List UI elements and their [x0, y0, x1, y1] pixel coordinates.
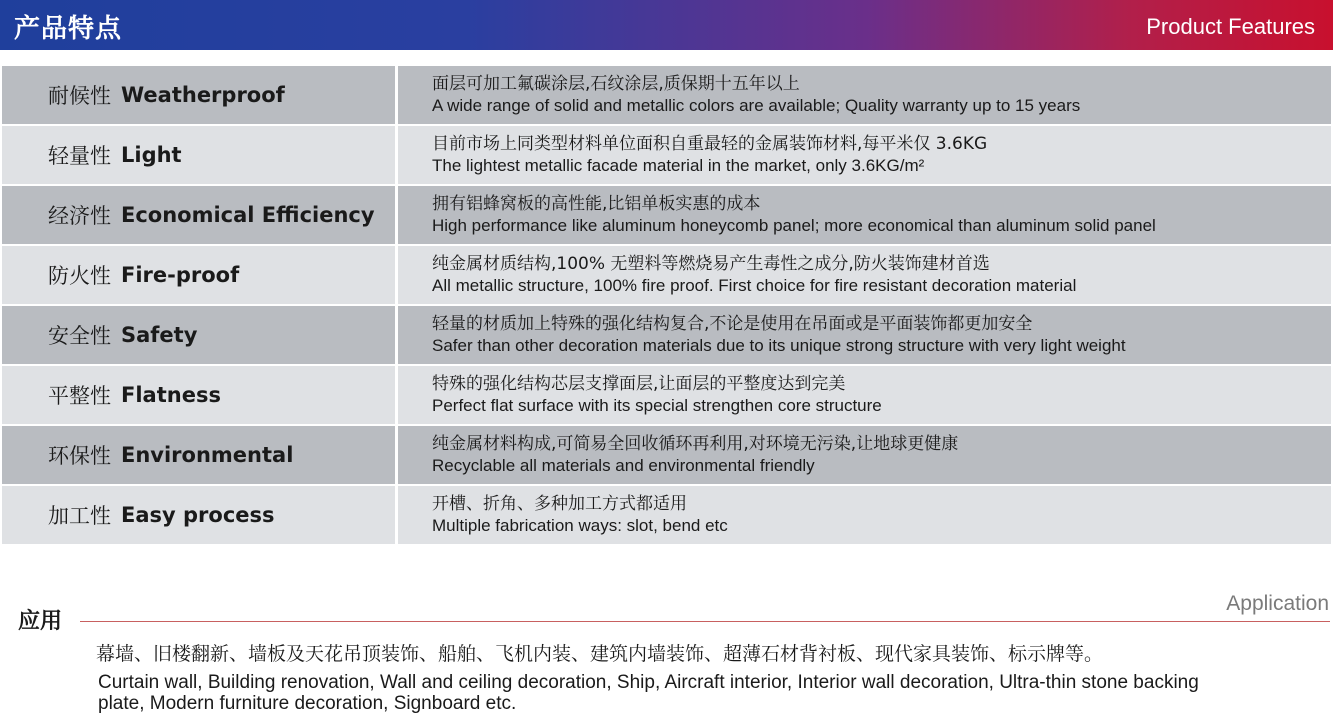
feature-row — [2, 126, 1331, 186]
feature-row — [2, 186, 1331, 246]
feature-desc-cn: 纯金属材料构成,可简易全回收循环再利用,对环境无污染,让地球更健康 — [432, 434, 959, 454]
feature-label-cn: 轻量性 — [48, 144, 111, 168]
feature-label-cn: 耐候性 — [48, 84, 111, 108]
feature-desc-en: Safer than other decoration materials due to its unique strong structure with very light weight — [432, 336, 1126, 355]
feature-description — [398, 66, 1331, 124]
feature-row — [2, 486, 1331, 546]
application-heading-en: Application — [1226, 592, 1329, 615]
feature-description — [398, 126, 1331, 184]
feature-label-cn: 加工性 — [48, 504, 111, 528]
feature-label — [2, 66, 398, 124]
feature-desc-en: A wide range of solid and metallic colors are available; Quality warranty up to 15 years — [432, 96, 1081, 115]
feature-label-en: Flatness — [121, 383, 221, 407]
application-heading: 应用 — [18, 609, 63, 634]
feature-label-cn: 环保性 — [48, 444, 111, 468]
feature-label-cn: 平整性 — [48, 384, 111, 408]
feature-desc-cn: 特殊的强化结构芯层支撑面层,让面层的平整度达到完美 — [432, 374, 846, 394]
feature-label — [2, 426, 398, 484]
feature-label-cn: 安全性 — [48, 324, 111, 348]
feature-desc-en: Recyclable all materials and environmental friendly — [432, 456, 815, 475]
feature-desc-cn: 目前市场上同类型材料单位面积自重最轻的金属装饰材料,每平米仅 3.6KG — [432, 134, 988, 154]
header-banner — [0, 0, 1333, 50]
feature-desc-cn: 纯金属材质结构,100% 无塑料等燃烧易产生毒性之成分,防火装饰建材首选 — [432, 254, 990, 274]
feature-label-cn: 经济性 — [48, 204, 111, 228]
feature-desc-en: Perfect flat surface with its special strengthen core structure — [432, 396, 882, 415]
application-divider — [80, 621, 1330, 622]
feature-label-en: Weatherproof — [121, 83, 285, 107]
feature-description — [398, 246, 1331, 304]
feature-description — [398, 486, 1331, 544]
feature-label — [2, 306, 398, 364]
feature-desc-en: All metallic structure, 100% fire proof. First choice for fire resistant decoration material — [432, 276, 1077, 295]
feature-row — [2, 246, 1331, 306]
feature-description — [398, 306, 1331, 364]
feature-desc-en: Multiple fabrication ways: slot, bend etc — [432, 516, 728, 535]
feature-label — [2, 486, 398, 544]
features-table — [2, 66, 1331, 546]
feature-desc-cn: 轻量的材质加上特殊的强化结构复合,不论是使用在吊面或是平面装饰都更加安全 — [432, 314, 1033, 334]
feature-label-en: Economical Efficiency — [121, 203, 375, 227]
feature-row — [2, 66, 1331, 126]
feature-row — [2, 306, 1331, 366]
feature-desc-en: The lightest metallic facade material in the market, only 3.6KG/m² — [432, 156, 925, 175]
feature-desc-cn: 面层可加工氟碳涂层,石纹涂层,质保期十五年以上 — [432, 74, 800, 94]
feature-label-en: Environmental — [121, 443, 294, 467]
feature-row — [2, 426, 1331, 486]
banner-title-en: Product Features — [1146, 14, 1315, 39]
feature-description — [398, 366, 1331, 424]
feature-label-cn: 防火性 — [48, 264, 111, 288]
application-text-en: Curtain wall, Building renovation, Wall and ceiling decoration, Ship, Aircraft interior, Interior wall decoration, Ultra-thin stone backing plate, Modern furniture decoration, Signboard etc. — [98, 672, 1199, 714]
feature-description — [398, 186, 1331, 244]
feature-description — [398, 426, 1331, 484]
feature-desc-cn: 拥有铝蜂窝板的高性能,比铝单板实惠的成本 — [432, 194, 761, 214]
feature-row — [2, 366, 1331, 426]
application-text-cn: 幕墙、旧楼翻新、墙板及天花吊顶装饰、船舶、飞机内装、建筑内墙装饰、超薄石材背衬板、现代家具装饰、标示牌等。 — [96, 643, 1104, 665]
feature-desc-cn: 开槽、折角、多种加工方式都适用 — [432, 494, 687, 514]
feature-label — [2, 126, 398, 184]
feature-label-en: Fire-proof — [121, 263, 240, 287]
feature-label — [2, 366, 398, 424]
feature-label-en: Safety — [121, 323, 198, 347]
feature-label-en: Light — [121, 143, 182, 167]
banner-title-cn: 产品特点 — [14, 14, 123, 44]
feature-label-en: Easy process — [121, 503, 275, 527]
feature-desc-en: High performance like aluminum honeycomb panel; more economical than aluminum solid panel — [432, 216, 1156, 235]
feature-label — [2, 246, 398, 304]
feature-label — [2, 186, 398, 244]
